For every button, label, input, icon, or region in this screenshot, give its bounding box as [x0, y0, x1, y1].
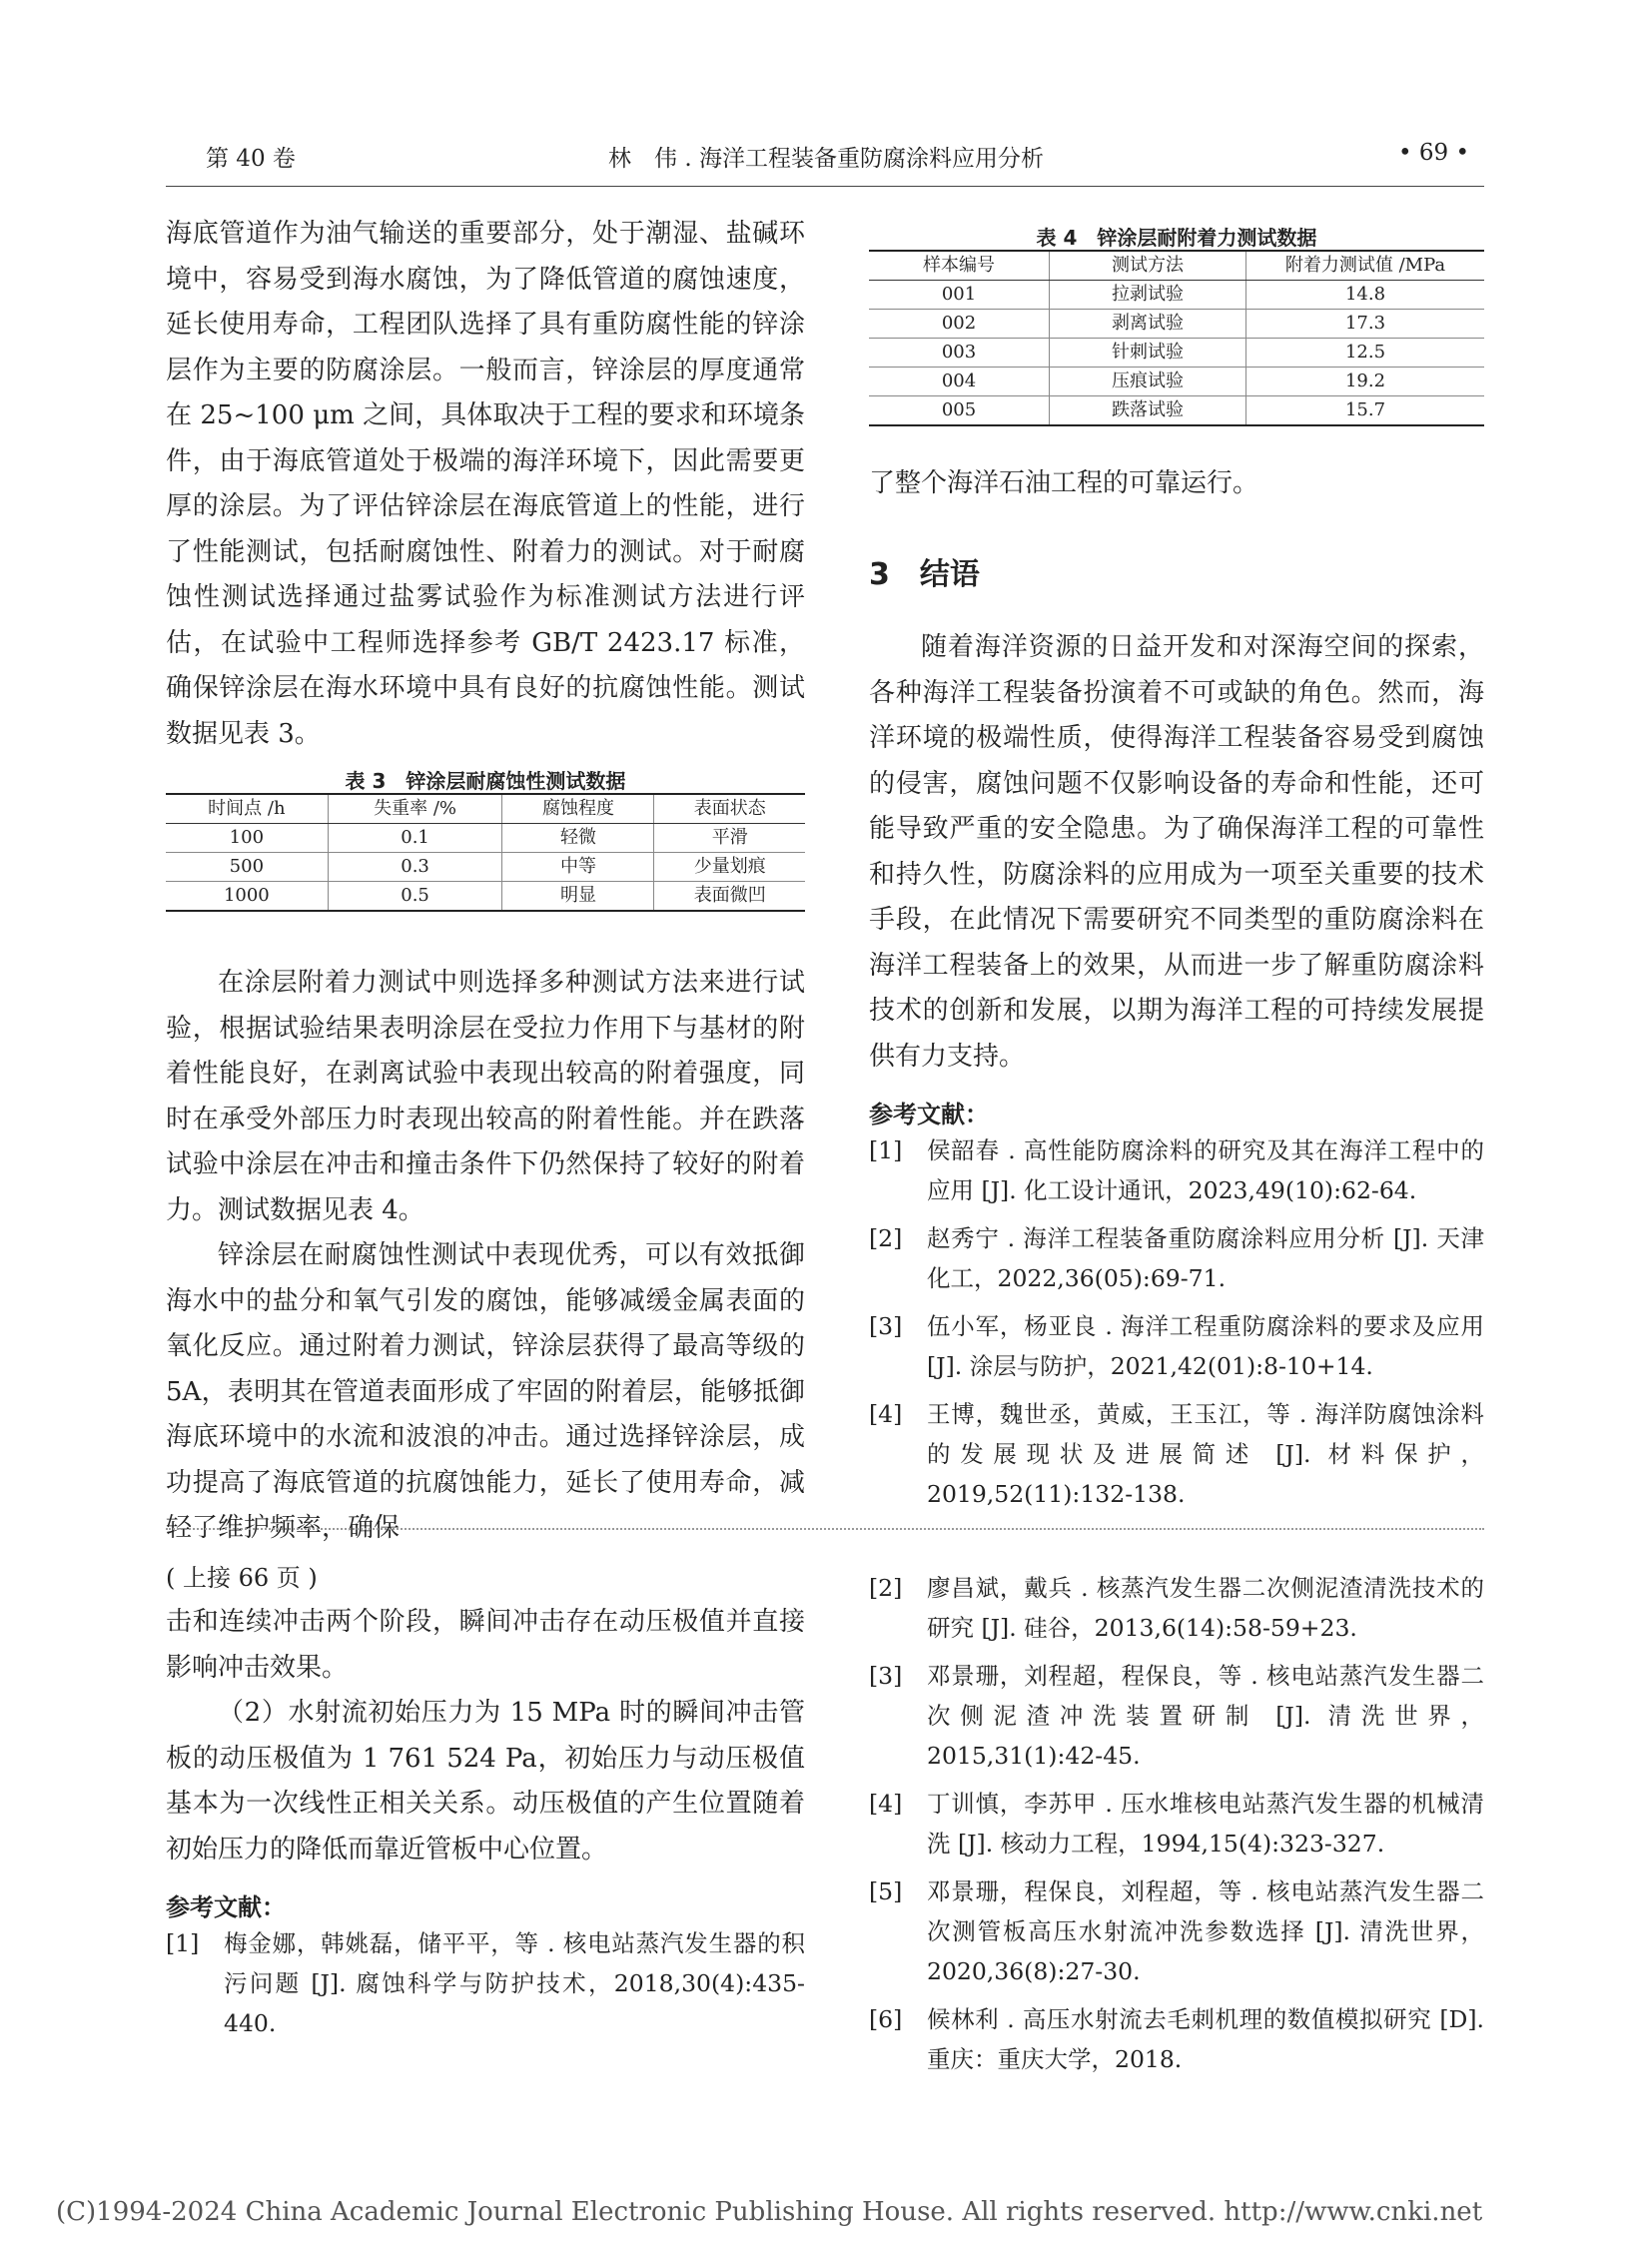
table-row [869, 396, 1484, 426]
table-cell: 002 [869, 310, 1050, 339]
body-paragraph: 在涂层附着力测试中则选择多种测试方法来进行试验，根据试验结果表明涂层在受拉力作用下与基材的附着性能良好，在剥离试验中表现出较高的附着强度，同时在承受外部压力时表现出较高的附着性能。并在跌落试验中涂层在冲击和撞击条件下仍然保持了较好的附着力。测试数据见表 4。 [166, 968, 805, 1225]
table-cell: 针刺试验 [1050, 339, 1246, 368]
reference-item: [1] 梅金娜，韩姚磊，储平平，等 . 核电站蒸汽发生器的积污问题 [J]. 腐蚀科学与防护技术，2018,30(4):435-440. [166, 1929, 805, 2037]
table-header-cell: 时间点 /h [166, 794, 328, 824]
table-cell: 平滑 [654, 824, 805, 853]
table-row [166, 882, 805, 912]
table-cell: 500 [166, 853, 328, 882]
table-row [869, 281, 1484, 310]
table-cell: 1000 [166, 882, 328, 912]
section-heading: 3 结语 [869, 557, 980, 592]
reference-item: [4] 丁训慎，李苏甲 . 压水堆核电站蒸汽发生器的机械清洗 [J]. 核动力工程，1994,15(4):323-327. [869, 1790, 1484, 1858]
right-column-continuation [869, 461, 1484, 507]
table-cell: 17.3 [1246, 310, 1485, 339]
table-cell: 19.2 [1246, 368, 1485, 396]
table-cell: 001 [869, 281, 1050, 310]
body-paragraph: （2）水射流初始压力为 15 MPa 时的瞬间冲击管板的动压极值为 1 761 524 Pa，初始压力与动压极值基本为一次线性正相关关系。动压极值的产生位置随着初始压力的降低而靠近管板中心位置。 [166, 1698, 805, 1865]
table-cell: 轻微 [502, 824, 654, 853]
reference-list [869, 1568, 1484, 2087]
table3 [166, 793, 805, 912]
table-cell: 0.3 [328, 853, 502, 882]
table-row [869, 368, 1484, 396]
table-cell: 005 [869, 396, 1050, 426]
table-cell: 压痕试验 [1050, 368, 1246, 396]
table-cell: 0.5 [328, 882, 502, 912]
article-separator [166, 1528, 1484, 1530]
table-cell: 中等 [502, 853, 654, 882]
table-cell: 12.5 [1246, 339, 1485, 368]
table-cell: 15.7 [1246, 396, 1485, 426]
table-cell: 少量划痕 [654, 853, 805, 882]
table-cell: 表面微凹 [654, 882, 805, 912]
table-cell: 003 [869, 339, 1050, 368]
continuation-note: ( 上接 66 页 ) [166, 1564, 318, 1592]
table-header-cell: 腐蚀程度 [502, 794, 654, 824]
page-number: • 69 • [1398, 140, 1470, 166]
body-paragraph: 海底管道作为油气输送的重要部分，处于潮湿、盐碱环境中，容易受到海水腐蚀，为了降低管道的腐蚀速度，延长使用寿命，工程团队选择了具有重防腐性能的锌涂层作为主要的防腐涂层。一般而言，锌涂层的厚度通常在 25~100 μm 之间，具体取决于工程的要求和环境条件，由于海底管道处于极端的海洋环境下，因此需要更厚的涂层。为了评估锌涂层在海底管道上的性能，进行了性能测试，包括耐腐蚀性、附着力的测试。对于耐腐蚀性测试选择通过盐雾试验作为标准测试方法进行评估，在试验中工程师选择参考 GB/T 2423.17 标准，确保锌涂层在海水环境中具有良好的抗腐蚀性能。测试数据见表 3。 [166, 219, 805, 749]
body-paragraph: 了整个海洋石油工程的可靠运行。 [869, 468, 1259, 498]
table-cell: 004 [869, 368, 1050, 396]
reference-item: [5] 邓景珊，程保良，刘程超，等 . 核电站蒸汽发生器二次测管板高压水射流冲洗参数选择 [J]. 清洗世界，2020,36(8):27-30. [869, 1877, 1484, 1985]
reference-item: [6] 候林利 . 高压水射流去毛刺机理的数值模拟研究 [D]. 重庆：重庆大学，2018. [869, 2005, 1484, 2073]
table-cell: 14.8 [1246, 281, 1485, 310]
reference-item: [1] 侯韶春 . 高性能防腐涂料的研究及其在海洋工程中的应用 [J]. 化工设计通讯，2023,49(10):62-64. [869, 1136, 1484, 1204]
table-header-cell: 样本编号 [869, 251, 1050, 281]
reference-item: [3] 伍小军，杨亚良 . 海洋工程重防腐涂料的要求及应用 [J]. 涂层与防护，2021,42(01):8-10+14. [869, 1312, 1484, 1380]
body-paragraph: 击和连续冲击两个阶段，瞬间冲击存在动压极值并直接影响冲击效果。 [166, 1607, 805, 1683]
table-cell: 剥离试验 [1050, 310, 1246, 339]
table-header-cell: 失重率 /% [328, 794, 502, 824]
reference-item: [2] 赵秀宁 . 海洋工程装备重防腐涂料应用分析 [J]. 天津化工，2022,36(05):69-71. [869, 1224, 1484, 1292]
table-row [869, 310, 1484, 339]
lower-left-column [166, 1600, 805, 1872]
reference-item: [4] 王博，魏世丞，黄威，王玉江，等 . 海洋防腐蚀涂料的发展现状及进展简述 [J]. 材料保护，2019,52(11):132-138. [869, 1400, 1484, 1508]
body-paragraph: 随着海洋资源的日益开发和对深海空间的探索，各种海洋工程装备扮演着不可或缺的角色。然而，海洋环境的极端性质，使得海洋工程装备容易受到腐蚀的侵害，腐蚀问题不仅影响设备的寿命和性能，还可能导致严重的安全隐患。为了确保海洋工程的可靠性和持久性，防腐涂料的应用成为一项至关重要的技术手段，在此情况下需要研究不同类型的重防腐涂料在海洋工程装备上的效果，从而进一步了解重防腐涂料技术的创新和发展，以期为海洋工程的可持续发展提供有力支持。 [869, 632, 1484, 1072]
table-cell: 跌落试验 [1050, 396, 1246, 426]
table-header-cell: 表面状态 [654, 794, 805, 824]
table4 [869, 250, 1484, 426]
reference-list [869, 1130, 1484, 1522]
running-title: 林 伟 . 海洋工程装备重防腐涂料应用分析 [608, 146, 1044, 172]
table-row [166, 853, 805, 882]
reference-item: [3] 邓景珊，刘程超，程保良，等 . 核电站蒸汽发生器二次侧泥渣冲洗装置研制 [J]. 清洗世界，2015,31(1):42-45. [869, 1662, 1484, 1770]
left-column-lower [166, 961, 805, 1552]
references-heading: 参考文献： [869, 1101, 989, 1128]
table-cell: 0.1 [328, 824, 502, 853]
references-heading: 参考文献： [166, 1893, 286, 1921]
table-row [869, 339, 1484, 368]
reference-item: [2] 廖昌斌，戴兵 . 核蒸汽发生器二次侧泥渣清洗技术的研究 [J]. 硅谷，2013,6(14):58-59+23. [869, 1574, 1484, 1642]
table-cell: 明显 [502, 882, 654, 912]
copyright-footer: (C)1994-2024 China Academic Journal Electronic Publishing House. All rights reserved. http://www.cnki.net [56, 2197, 1483, 2227]
table-header-cell: 测试方法 [1050, 251, 1246, 281]
table-header-cell: 附着力测试值 /MPa [1246, 251, 1485, 281]
table4-caption: 表 4 锌涂层耐附着力测试数据 [1036, 226, 1317, 250]
left-column [166, 212, 805, 757]
table-cell: 100 [166, 824, 328, 853]
table-row [166, 824, 805, 853]
journal-volume: 第 40 卷 [206, 146, 296, 172]
reference-list [166, 1923, 805, 2051]
conclusion-text [869, 625, 1484, 1080]
body-paragraph: 锌涂层在耐腐蚀性测试中表现优秀，可以有效抵御海水中的盐分和氧气引发的腐蚀，能够减缓金属表面的氧化反应。通过附着力测试，锌涂层获得了最高等级的 5A，表明其在管道表面形成了牢固的附着层，能够抵御海底环境中的水流和波浪的冲击。通过选择锌涂层，成功提高了海底管道的抗腐蚀能力，延长了使用寿命，减轻了维护频率，确保 [166, 1240, 805, 1543]
header-rule [166, 186, 1484, 187]
table3-caption: 表 3 锌涂层耐腐蚀性测试数据 [345, 769, 626, 793]
table-cell: 拉剥试验 [1050, 281, 1246, 310]
